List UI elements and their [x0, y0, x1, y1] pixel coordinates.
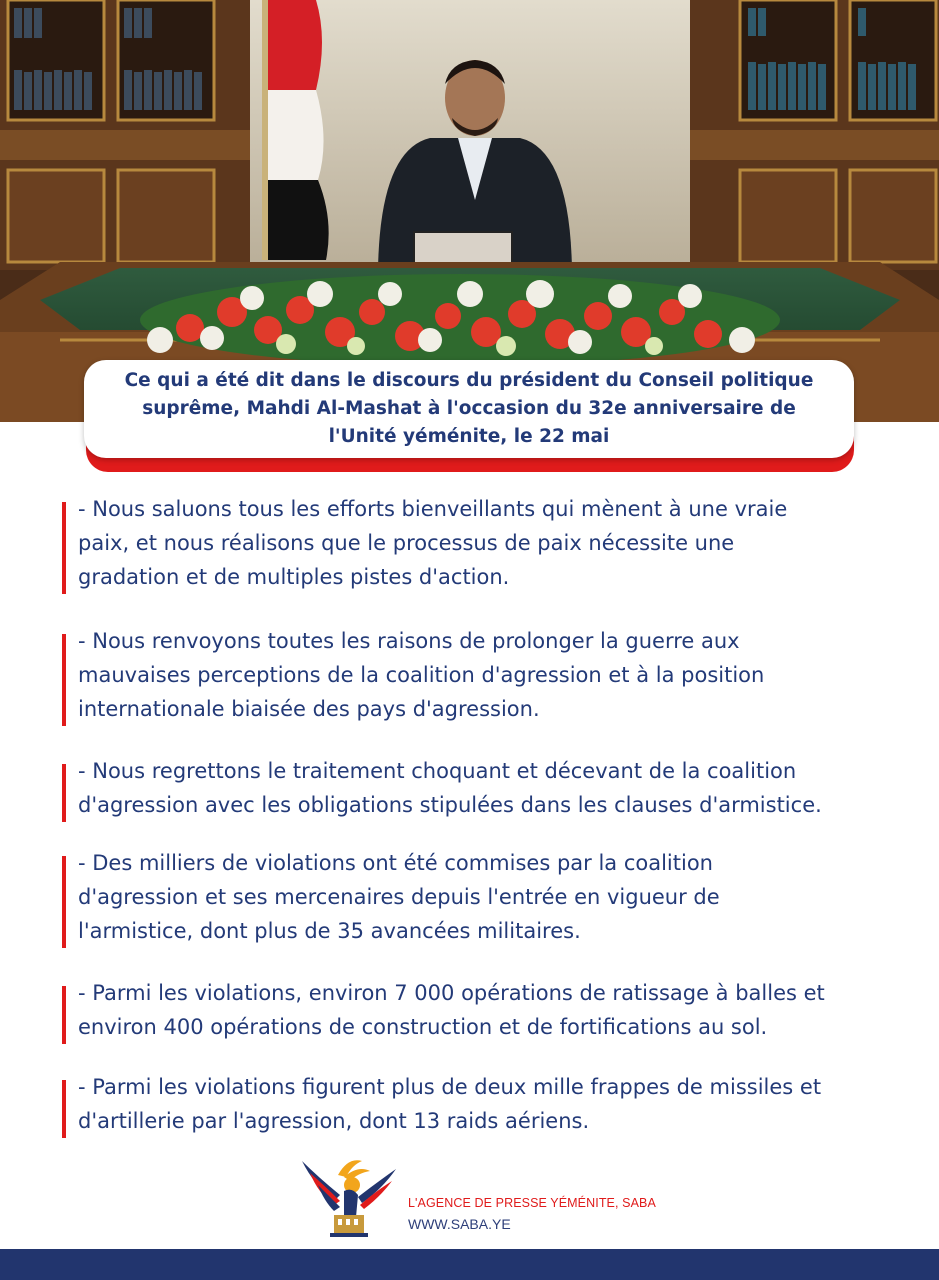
website-link[interactable]: WWW.SABA.YE	[408, 1216, 511, 1232]
statement-marker	[62, 634, 66, 726]
statement-marker	[62, 764, 66, 822]
speaker-at-desk-photo	[0, 0, 939, 422]
statement-text: - Nous regrettons le traitement choquant et décevant de la coalition d'agression avec les obligations stipulées dans les clauses d'armistice.	[78, 759, 822, 817]
statement-marker	[62, 1080, 66, 1138]
statement-text: - Nous saluons tous les efforts bienveillants qui mènent à une vraie paix, et nous réalisons que le processus de paix nécessite une gradation et de multiples pistes d'action.	[78, 497, 788, 589]
statement-marker	[62, 502, 66, 594]
header-photo	[0, 0, 939, 422]
title-card	[84, 360, 854, 458]
statement-text: - Parmi les violations, environ 7 000 opérations de ratissage à balles et environ 400 opérations de construction et de fortifications au sol.	[78, 981, 825, 1039]
page-title: Ce qui a été dit dans le discours du président du Conseil politique suprême, Mahdi Al-Mashat à l'occasion du 32e anniversaire de l'Unité yéménite, le 22 mai	[124, 370, 814, 447]
footer-band	[0, 1249, 939, 1280]
statement-text: - Nous renvoyons toutes les raisons de prolonger la guerre aux mauvaises perceptions de la coalition d'agression et à la position internationale biaisée des pays d'agression.	[78, 629, 765, 721]
saba-eagle-logo-icon	[300, 1155, 398, 1239]
statement-marker	[62, 856, 66, 948]
statement-text: - Parmi les violations figurent plus de deux mille frappes de missiles et d'artillerie par l'agression, dont 13 raids aériens.	[78, 1075, 822, 1133]
agency-name: L'AGENCE DE PRESSE YÉMÉNITE, SABA	[408, 1196, 656, 1210]
statement-marker	[62, 986, 66, 1044]
statement-text: - Des milliers de violations ont été commises par la coalition d'agression et ses mercenaires depuis l'entrée en vigueur de l'armistice, dont plus de 35 avancées militaires.	[78, 851, 720, 943]
